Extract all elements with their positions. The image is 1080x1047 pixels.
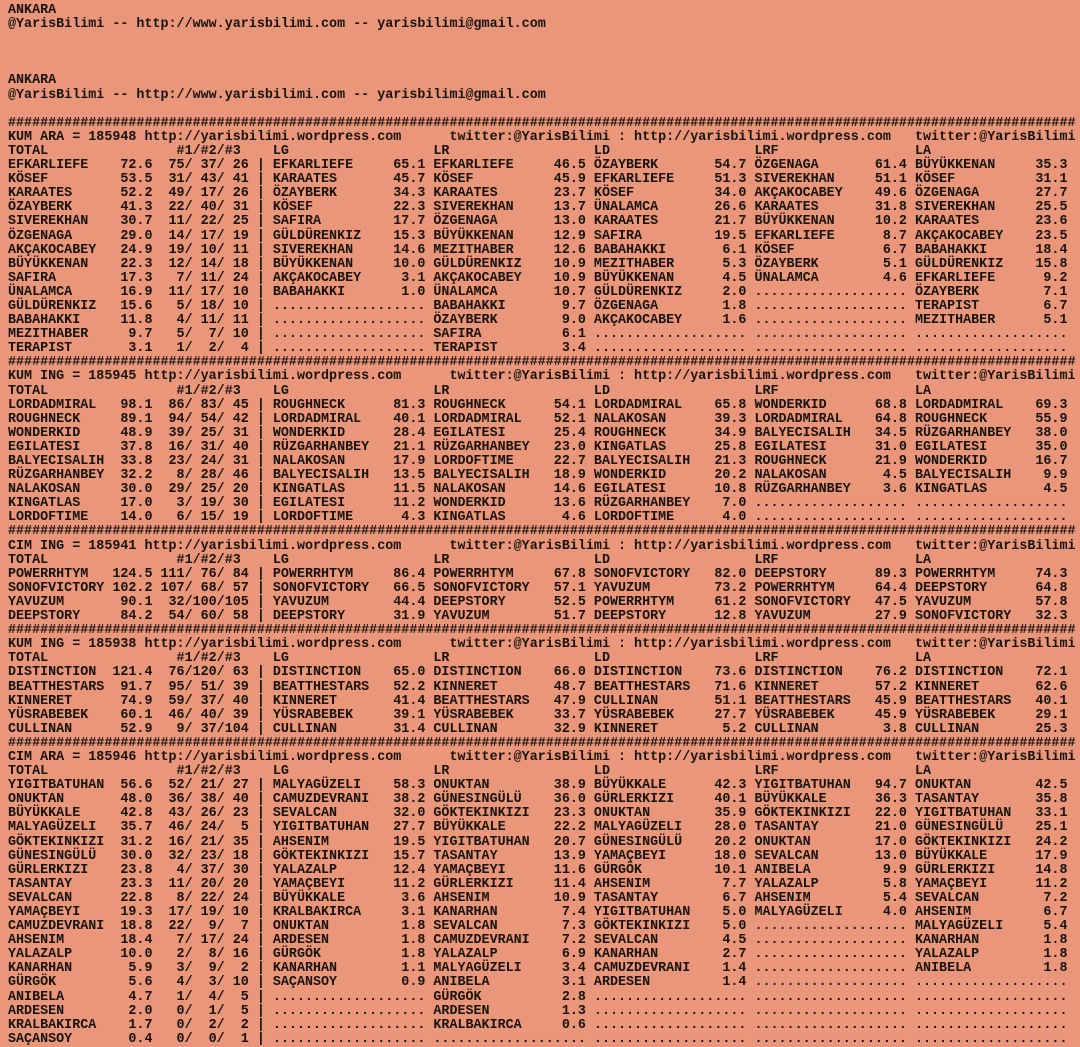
section-header: KUM ING = 185945 http://yarisbilimi.wordpress.com twitter:@YarisBilimi : http://yarisbilimi.wordpress.com twitter:@YarisBilimi [8,369,1076,385]
table-row: TERAPIST 3.1 1/ 2/ 4 | ................... TERAPIST 3.4 ................... ................... ................... [8,341,1076,357]
page-byline: @YarisBilimi -- http://www.yarisbilimi.com -- yarisbilimi@gmail.com [8,17,546,33]
section-separator: ##################################################################################################################################### [8,524,1076,540]
table-row: SAFIRA 17.3 7/ 11/ 24 | AKÇAKOCABEY 3.1 AKÇAKOCABEY 10.9 BÜYÜKKENAN 4.5 ÜNALAMCA 4.6 EFKARLIEFE 9.2 [8,270,1076,286]
table-row: WONDERKID 48.9 39/ 25/ 31 | WONDERKID 28.4 EGILATESI 25.4 ROUGHNECK 34.9 BALYECISALIH 34.5 RÜZGARHANBEY 38.0 [8,425,1076,441]
table-row: BALYECISALIH 33.8 23/ 24/ 31 | NALAKOSAN 17.9 LORDOFTIME 22.7 BALYECISALIH 21.3 ROUGHNECK 21.9 WONDERKID 16.7 [8,454,1076,469]
table-row: DEEPSTORY 84.2 54/ 60/ 58 | DEEPSTORY 31.9 YAVUZUM 51.7 DEEPSTORY 12.8 YAVUZUM 27.9 SONOFVICTORY 32.3 [8,609,1076,625]
table-row: KINGATLAS 17.0 3/ 19/ 30 | EGILATESI 11.2 WONDERKID 13.6 RÜZGARHANBEY 7.0 ................... ................... [8,496,1076,512]
table-row: BÜYÜKKALE 42.8 43/ 26/ 23 | SEVALCAN 32.0 GÖKTEKINKIZI 23.3 ONUKTAN 35.9 GÖKTEKINKIZI 22.0 YIGITBATUHAN 33.1 [8,806,1076,822]
section-header: KUM ING = 185938 http://yarisbilimi.wordpress.com twitter:@YarisBilimi : http://yarisbilimi.wordpress.com twitter:@YarisBilimi [8,637,1076,653]
column-header-row: TOTAL #1/#2/#3 LG LR LD LRF LA [8,143,932,159]
table-row: YAMAÇBEYI 19.3 17/ 19/ 10 | KRALBAKIRCA 3.1 KANARHAN 7.4 YIGITBATUHAN 5.0 MALYAGÜZELI 4.0 AHSENIM 6.7 [8,905,1076,920]
table-row: KRALBAKIRCA 1.7 0/ 2/ 2 | ................... KRALBAKIRCA 0.6 ................... ................... ................... [8,1017,1076,1033]
column-header-row: TOTAL #1/#2/#3 LG LR LD LRF LA [8,651,932,667]
table-row: ARDESEN 2.0 0/ 1/ 5 | ................... ARDESEN 1.3 ................... ................... ................... [8,1003,1076,1019]
blank-line [8,46,1080,60]
section-header: CIM ARA = 185946 http://yarisbilimi.wordpress.com twitter:@YarisBilimi : http://yarisbilimi.wordpress.com twitter:@YarisBilimi [8,749,1076,765]
section-separator: ##################################################################################################################################### [8,115,1076,131]
column-header-row: TOTAL #1/#2/#3 LG LR LD LRF LA [8,552,932,568]
table-row: DISTINCTION 121.4 76/120/ 63 | DISTINCTION 65.0 DISTINCTION 66.0 DISTINCTION 73.6 DISTINCTION 76.2 DISTINCTION 72.1 [8,665,1076,681]
table-row: BEATTHESTARS 91.7 95/ 51/ 39 | BEATTHESTARS 52.2 KINNERET 48.7 BEATTHESTARS 71.6 KINNERET 57.2 KINNERET 62.6 [8,679,1076,695]
table-row: KÖSEF 53.5 31/ 43/ 41 | KARAATES 45.7 KÖSEF 45.9 EFKARLIEFE 51.3 SIVEREKHAN 51.1 KÖSEF 31.1 [8,172,1076,188]
table-row: GÜLDÜRENKIZ 15.6 5/ 18/ 10 | ................... BABAHAKKI 9.7 ÖZGENAGA 1.8 ................... TERAPIST 6.7 [8,298,1076,314]
column-header-row: TOTAL #1/#2/#3 LG LR LD LRF LA [8,383,932,399]
table-row: MEZITHABER 9.7 5/ 7/ 10 | ................... SAFIRA 6.1 ................... ................... ................... [8,327,1076,343]
section-header: CIM ING = 185941 http://yarisbilimi.wordpress.com twitter:@YarisBilimi : http://yarisbilimi.wordpress.com twitter:@YarisBilimi [8,538,1076,554]
table-row: CAMUZDEVRANI 18.8 22/ 9/ 7 | ONUKTAN 1.8 SEVALCAN 7.3 GÖKTEKINKIZI 5.0 ................... MALYAGÜZELI 5.4 [8,919,1076,935]
table-row: AKÇAKOCABEY 24.9 19/ 10/ 11 | SIVEREKHAN 14.6 MEZITHABER 12.6 BABAHAKKI 6.1 KÖSEF 6.7 BABAHAKKI 18.4 [8,242,1076,258]
table-row: ÜNALAMCA 16.9 11/ 17/ 10 | BABAHAKKI 1.0 ÜNALAMCA 10.7 GÜLDÜRENKIZ 2.0 ................... ÖZAYBERK 7.1 [8,284,1076,300]
table-row: KARAATES 52.2 49/ 17/ 26 | ÖZAYBERK 34.3 KARAATES 23.7 KÖSEF 34.0 AKÇAKOCABEY 49.6 ÖZGENAGA 27.7 [8,186,1076,202]
table-row: YÜSRABEBEK 60.1 46/ 40/ 39 | YÜSRABEBEK 39.1 YÜSRABEBEK 33.7 YÜSRABEBEK 27.7 YÜSRABEBEK 45.9 YÜSRABEBEK 29.1 [8,707,1076,723]
page-byline: @YarisBilimi -- http://www.yarisbilimi.com -- yarisbilimi@gmail.com [8,87,546,103]
blank-line [8,60,1080,74]
stats-sections [8,117,1080,1047]
table-row: GÖKTEKINKIZI 31.2 16/ 21/ 35 | AHSENIM 19.5 YIGITBATUHAN 20.7 GÜNESINGÜLÜ 20.2 ONUKTAN 17.0 GÖKTEKINKIZI 24.2 [8,834,1076,850]
table-row: AHSENIM 18.4 7/ 17/ 24 | ARDESEN 1.8 CAMUZDEVRANI 7.2 SEVALCAN 4.5 ................... KANARHAN 1.8 [8,933,1076,949]
table-row: BÜYÜKKENAN 22.3 12/ 14/ 18 | BÜYÜKKENAN 10.0 GÜLDÜRENKIZ 10.9 MEZITHABER 5.3 ÖZAYBERK 5.1 GÜLDÜRENKIZ 15.8 [8,256,1076,272]
table-row: RÜZGARHANBEY 32.2 8/ 28/ 46 | BALYECISALIH 13.5 BALYECISALIH 18.9 WONDERKID 20.2 NALAKOSAN 4.5 BALYECISALIH 9.9 [8,468,1076,484]
table-row: SAÇANSOY 0.4 0/ 0/ 1 | ................... ................... ................... ................... ................... [8,1031,1076,1047]
table-row: ANIBELA 4.7 1/ 4/ 5 | ................... GÜRGÖK 2.8 ................... ................... ................... [8,989,1076,1005]
page-location: ANKARA [8,3,57,18]
table-row: YIGITBATUHAN 56.6 52/ 21/ 27 | MALYAGÜZELI 58.3 ONUKTAN 38.9 BÜYÜKKALE 42.3 YIGITBATUHAN 94.7 ONUKTAN 42.5 [8,778,1076,794]
table-row: LORDOFTIME 14.0 6/ 15/ 19 | LORDOFTIME 4.3 KINGATLAS 4.6 LORDOFTIME 4.0 ................... ................... [8,510,1076,526]
table-row: YAVUZUM 90.1 32/100/105 | YAVUZUM 44.4 DEEPSTORY 52.5 POWERRHTYM 61.2 SONOFVICTORY 47.5 YAVUZUM 57.8 [8,594,1076,610]
table-row: LORDADMIRAL 98.1 86/ 83/ 45 | ROUGHNECK 81.3 ROUGHNECK 54.1 LORDADMIRAL 65.8 WONDERKID 68.8 LORDADMIRAL 69.3 [8,397,1076,413]
table-row: KINNERET 74.9 59/ 37/ 40 | KINNERET 41.4 BEATTHESTARS 47.9 CULLINAN 51.1 BEATTHESTARS 45.9 BEATTHESTARS 40.1 [8,693,1076,709]
table-row: ROUGHNECK 89.1 94/ 54/ 42 | LORDADMIRAL 40.1 LORDADMIRAL 52.1 NALAKOSAN 39.3 LORDADMIRAL 64.8 ROUGHNECK 55.9 [8,411,1076,427]
blank-line [8,32,1080,46]
table-row: MALYAGÜZELI 35.7 46/ 24/ 5 | YIGITBATUHAN 27.7 BÜYÜKKALE 22.2 MALYAGÜZELI 28.0 TASANTAY 21.0 GÜNESINGÜLÜ 25.1 [8,820,1076,836]
table-row: SEVALCAN 22.8 8/ 22/ 24 | BÜYÜKKALE 3.6 AHSENIM 10.9 TASANTAY 6.7 AHSENIM 5.4 SEVALCAN 7.2 [8,890,1076,906]
table-row: SIVEREKHAN 30.7 11/ 22/ 25 | SAFIRA 17.7 ÖZGENAGA 13.0 KARAATES 21.7 BÜYÜKKENAN 10.2 KARAATES 23.6 [8,214,1076,230]
table-row: ÖZGENAGA 29.0 14/ 17/ 19 | GÜLDÜRENKIZ 15.3 BÜYÜKKENAN 12.9 SAFIRA 19.5 EFKARLIEFE 8.7 AKÇAKOCABEY 23.5 [8,228,1076,244]
table-row: NALAKOSAN 30.0 29/ 25/ 20 | KINGATLAS 11.5 NALAKOSAN 14.6 EGILATESI 10.8 RÜZGARHANBEY 3.6 KINGATLAS 4.5 [8,482,1076,498]
section-separator: ##################################################################################################################################### [8,623,1076,639]
table-row: SONOFVICTORY 102.2 107/ 68/ 57 | SONOFVICTORY 66.5 SONOFVICTORY 57.1 YAVUZUM 73.2 POWERRHTYM 64.4 DEEPSTORY 64.8 [8,580,1076,596]
section-header: KUM ARA = 185948 http://yarisbilimi.wordpress.com twitter:@YarisBilimi : http://yarisbilimi.wordpress.com twitter:@YarisBilimi [8,129,1076,145]
table-row: ONUKTAN 48.0 36/ 38/ 40 | CAMUZDEVRANI 38.2 GÜNESINGÜLÜ 36.0 GÜRLERKIZI 40.1 BÜYÜKKALE 36.3 TASANTAY 35.8 [8,792,1076,808]
table-row: KANARHAN 5.9 3/ 9/ 2 | KANARHAN 1.1 MALYAGÜZELI 3.4 CAMUZDEVRANI 1.4 ................... ANIBELA 1.8 [8,961,1076,977]
table-row: GÜNESINGÜLÜ 30.0 32/ 23/ 18 | GÖKTEKINKIZI 15.7 TASANTAY 13.9 YAMAÇBEYI 18.0 SEVALCAN 13.0 BÜYÜKKALE 17.9 [8,848,1076,864]
blank-line [8,103,1080,117]
table-row: POWERRHTYM 124.5 111/ 76/ 84 | POWERRHTYM 86.4 POWERRHTYM 67.8 SONOFVICTORY 82.0 DEEPSTORY 89.3 POWERRHTYM 74.3 [8,566,1076,582]
section-separator: ##################################################################################################################################### [8,735,1076,751]
table-row: TASANTAY 23.3 11/ 20/ 20 | YAMAÇBEYI 11.2 GÜRLERKIZI 11.4 AHSENIM 7.7 YALAZALP 5.8 YAMAÇBEYI 11.2 [8,876,1076,892]
page-location: ANKARA [8,73,57,89]
table-row: BABAHAKKI 11.8 4/ 11/ 11 | ................... ÖZAYBERK 9.0 AKÇAKOCABEY 1.6 ................... MEZITHABER 5.1 [8,313,1076,329]
table-row: GÜRLERKIZI 23.8 4/ 37/ 30 | YALAZALP 12.4 YAMAÇBEYI 11.6 GÜRGÖK 10.1 ANIBELA 9.9 GÜRLERKIZI 14.8 [8,862,1076,878]
section-separator: ##################################################################################################################################### [8,355,1076,371]
table-row: ÖZAYBERK 41.3 22/ 40/ 31 | KÖSEF 22.3 SIVEREKHAN 13.7 ÜNALAMCA 26.6 KARAATES 31.8 SIVEREKHAN 25.5 [8,200,1076,216]
column-header-row: TOTAL #1/#2/#3 LG LR LD LRF LA [8,764,932,780]
table-row: GÜRGÖK 5.6 4/ 3/ 10 | SAÇANSOY 0.9 ANIBELA 3.1 ARDESEN 1.4 ................... ................... [8,975,1076,991]
table-row: EFKARLIEFE 72.6 75/ 37/ 26 | EFKARLIEFE 65.1 EFKARLIEFE 46.5 ÖZAYBERK 54.7 ÖZGENAGA 61.4 BÜYÜKKENAN 35.3 [8,158,1076,174]
table-row: EGILATESI 37.8 16/ 31/ 40 | RÜZGARHANBEY 21.1 RÜZGARHANBEY 23.0 KINGATLAS 25.8 EGILATESI 31.0 EGILATESI 35.0 [8,439,1076,455]
table-row: YALAZALP 10.0 2/ 8/ 16 | GÜRGÖK 1.8 YALAZALP 6.9 KANARHAN 2.7 ................... YALAZALP 1.8 [8,947,1076,963]
table-row: CULLINAN 52.9 9/ 37/104 | CULLINAN 31.4 CULLINAN 32.9 KINNERET 5.2 CULLINAN 3.8 CULLINAN 25.3 [8,721,1076,737]
